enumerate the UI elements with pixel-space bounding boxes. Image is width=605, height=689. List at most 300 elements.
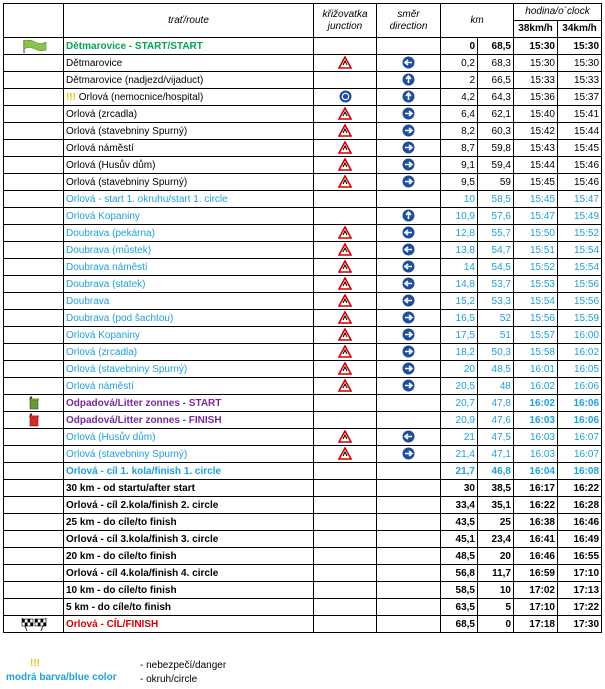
time-34kmh: 17:10 xyxy=(558,565,602,582)
route-table xyxy=(3,3,602,633)
km-from-start: 20,5 xyxy=(441,378,478,395)
time-38kmh: 15:42 xyxy=(514,123,558,140)
warning-triangle-icon xyxy=(338,109,352,120)
table-row xyxy=(4,344,602,361)
time-34kmh: 17:13 xyxy=(558,582,602,599)
time-38kmh: 15:30 xyxy=(514,38,558,55)
arrow-right-icon xyxy=(402,347,415,358)
time-38kmh: 16:03 xyxy=(514,429,558,446)
direction-cell xyxy=(377,514,441,531)
route-point xyxy=(64,174,314,191)
km-from-start: 8,7 xyxy=(441,140,478,157)
time-34kmh: 16:55 xyxy=(558,548,602,565)
table-row xyxy=(4,191,602,208)
time-38kmh: 16:38 xyxy=(514,514,558,531)
direction-cell xyxy=(377,259,441,276)
direction-cell xyxy=(377,106,441,123)
time-34kmh: 15:47 xyxy=(558,191,602,208)
time-38kmh: 15:40 xyxy=(514,106,558,123)
km-to-finish: 54,5 xyxy=(478,259,514,276)
junction-cell xyxy=(314,344,377,361)
route-point xyxy=(64,378,314,395)
junction-cell xyxy=(314,616,377,633)
route-header: trať/route xyxy=(64,4,314,38)
route-point-name: Orlová (stavebniny Spurný) xyxy=(66,176,188,188)
table-row xyxy=(4,225,602,242)
time-38kmh: 15:50 xyxy=(514,225,558,242)
junction-cell xyxy=(314,429,377,446)
direction-cell xyxy=(377,174,441,191)
row-icon-cell xyxy=(4,344,64,361)
km-to-finish: 46,8 xyxy=(478,463,514,480)
route-point-name: 20 km - do cíle/to finish xyxy=(66,550,177,562)
direction-cell xyxy=(377,72,441,89)
route-point-name: 10 km - do cíle/to finish xyxy=(66,584,177,596)
route-point xyxy=(64,395,314,412)
table-row xyxy=(4,89,602,106)
time-38kmh: 15:54 xyxy=(514,293,558,310)
route-point xyxy=(64,225,314,242)
direction-cell xyxy=(377,123,441,140)
direction-cell xyxy=(377,327,441,344)
time-38kmh: 16:04 xyxy=(514,463,558,480)
table-row xyxy=(4,140,602,157)
route-point xyxy=(64,463,314,480)
legend-danger-mark: !!! xyxy=(30,658,40,669)
row-icon-cell xyxy=(4,242,64,259)
km-to-finish: 54,7 xyxy=(478,242,514,259)
table-row xyxy=(4,548,602,565)
time-34kmh: 16:22 xyxy=(558,480,602,497)
arrow-right-icon xyxy=(402,177,415,188)
km-from-start: 9,5 xyxy=(441,174,478,191)
row-icon-cell xyxy=(4,259,64,276)
arrow-right-icon xyxy=(402,381,415,392)
km-from-start: 43,5 xyxy=(441,514,478,531)
direction-cell xyxy=(377,446,441,463)
row-icon-cell xyxy=(4,565,64,582)
direction-cell xyxy=(377,344,441,361)
direction-cell xyxy=(377,276,441,293)
route-point-name: Dětmarovice (nadjezd/vijaduct) xyxy=(66,74,204,86)
time-34kmh: 15:52 xyxy=(558,225,602,242)
route-point-name: Doubrava (statek) xyxy=(66,278,146,290)
arrow-right-icon xyxy=(402,160,415,171)
arrow-right-icon xyxy=(402,143,415,154)
warning-triangle-icon xyxy=(338,228,352,239)
km-to-finish: 10 xyxy=(478,582,514,599)
km-to-finish: 11,7 xyxy=(478,565,514,582)
km-to-finish: 62,1 xyxy=(478,106,514,123)
row-icon-cell xyxy=(4,412,64,429)
route-point-name: Dětmarovice xyxy=(66,57,123,69)
route-point xyxy=(64,55,314,72)
route-point xyxy=(64,106,314,123)
junction-cell xyxy=(314,242,377,259)
junction-cell xyxy=(314,582,377,599)
km-to-finish: 25 xyxy=(478,514,514,531)
time-38kmh: 15:52 xyxy=(514,259,558,276)
time-34kmh: 17:30 xyxy=(558,616,602,633)
row-icon-cell xyxy=(4,378,64,395)
route-point-name: 5 km - do cíle/to finish xyxy=(66,601,172,613)
arrow-left-icon xyxy=(402,432,415,443)
time-34kmh: 15:46 xyxy=(558,174,602,191)
warning-triangle-icon xyxy=(338,449,352,460)
time-38kmh: 15:44 xyxy=(514,157,558,174)
junction-cell xyxy=(314,259,377,276)
row-icon-cell xyxy=(4,310,64,327)
time-34kmh: 16:07 xyxy=(558,446,602,463)
time-38kmh: 16:02 xyxy=(514,395,558,412)
warning-triangle-icon xyxy=(338,262,352,273)
time-38kmh: 15:36 xyxy=(514,89,558,106)
arrow-left-icon xyxy=(402,279,415,290)
route-point-name: Odpadová/Litter zonnes - FINISH xyxy=(66,414,222,426)
km-from-start: 48,5 xyxy=(441,548,478,565)
arrow-right-icon xyxy=(402,126,415,137)
route-point xyxy=(64,208,314,225)
direction-cell xyxy=(377,480,441,497)
km-to-finish: 68,5 xyxy=(478,38,514,55)
time-34kmh: 15:44 xyxy=(558,123,602,140)
junction-header xyxy=(314,4,377,38)
warning-triangle-icon xyxy=(338,364,352,375)
route-point-name: Orlová - CÍL/FINISH xyxy=(66,618,159,630)
route-point xyxy=(64,89,314,106)
arrow-right-icon xyxy=(402,330,415,341)
km-to-finish: 52 xyxy=(478,310,514,327)
km-from-start: 18,2 xyxy=(441,344,478,361)
arrow-right-icon xyxy=(402,449,415,460)
speed-38-header: 38km/h xyxy=(514,21,558,38)
table-row xyxy=(4,395,602,412)
km-to-finish: 47,1 xyxy=(478,446,514,463)
route-point-name: Orlová náměstí xyxy=(66,380,134,392)
km-from-start: 21,4 xyxy=(441,446,478,463)
km-to-finish: 47,5 xyxy=(478,429,514,446)
direction-cell xyxy=(377,463,441,480)
table-row xyxy=(4,106,602,123)
time-38kmh: 15:47 xyxy=(514,208,558,225)
table-row xyxy=(4,208,602,225)
table-row xyxy=(4,123,602,140)
table-row xyxy=(4,446,602,463)
row-icon-cell xyxy=(4,174,64,191)
time-38kmh: 17:18 xyxy=(514,616,558,633)
time-34kmh: 15:30 xyxy=(558,38,602,55)
direction-cell xyxy=(377,140,441,157)
arrow-up-icon xyxy=(402,92,415,103)
km-from-start: 10,9 xyxy=(441,208,478,225)
junction-cell xyxy=(314,293,377,310)
warning-triangle-icon xyxy=(338,177,352,188)
time-38kmh: 16:46 xyxy=(514,548,558,565)
km-to-finish: 50,3 xyxy=(478,344,514,361)
junction-cell xyxy=(314,140,377,157)
route-point-name: Orlová (zrcadla) xyxy=(66,108,138,120)
table-row xyxy=(4,174,602,191)
table-row xyxy=(4,497,602,514)
route-point xyxy=(64,140,314,157)
direction-cell xyxy=(377,412,441,429)
junction-cell xyxy=(314,463,377,480)
table-row xyxy=(4,38,602,55)
speed-34-header: 34km/h xyxy=(558,21,602,38)
route-point-name: Orlová (Husův dům) xyxy=(66,431,156,443)
km-to-finish: 57,6 xyxy=(478,208,514,225)
route-point-name: Orlová (stavebniny Spurný) xyxy=(66,448,188,460)
warning-triangle-icon xyxy=(338,381,352,392)
table-row xyxy=(4,378,602,395)
time-34kmh: 15:56 xyxy=(558,276,602,293)
time-38kmh: 15:58 xyxy=(514,344,558,361)
junction-cell xyxy=(314,106,377,123)
time-34kmh: 16:07 xyxy=(558,429,602,446)
km-to-finish: 60,3 xyxy=(478,123,514,140)
row-icon-cell xyxy=(4,38,64,55)
junction-cell xyxy=(314,395,377,412)
km-to-finish: 48 xyxy=(478,378,514,395)
direction-cell xyxy=(377,191,441,208)
route-point xyxy=(64,344,314,361)
route-point xyxy=(64,616,314,633)
arrow-up-icon xyxy=(402,75,415,86)
time-34kmh: 16:28 xyxy=(558,497,602,514)
row-icon-cell xyxy=(4,157,64,174)
row-icon-cell xyxy=(4,191,64,208)
row-icon-cell xyxy=(4,446,64,463)
time-38kmh: 16:03 xyxy=(514,446,558,463)
route-point-name: Orlová (Husův dům) xyxy=(66,159,156,171)
time-38kmh: 16:02 xyxy=(514,378,558,395)
icon-header xyxy=(4,4,64,38)
row-icon-cell xyxy=(4,361,64,378)
km-to-finish: 68,3 xyxy=(478,55,514,72)
junction-cell xyxy=(314,327,377,344)
direction-cell xyxy=(377,378,441,395)
km-to-finish: 64,3 xyxy=(478,89,514,106)
route-point-name: Doubrava náměstí xyxy=(66,261,148,273)
junction-cell xyxy=(314,310,377,327)
row-icon-cell xyxy=(4,548,64,565)
time-34kmh: 15:33 xyxy=(558,72,602,89)
warning-triangle-icon xyxy=(338,160,352,171)
warning-triangle-icon xyxy=(338,296,352,307)
route-point-name: Doubrava xyxy=(66,295,110,307)
time-header: hodina/o´clock xyxy=(514,4,602,21)
junction-cell xyxy=(314,497,377,514)
km-from-start: 8,2 xyxy=(441,123,478,140)
junction-header-line2: junction xyxy=(327,20,363,32)
route-point-name: Dětmarovice - START/START xyxy=(66,40,203,52)
time-34kmh: 17:22 xyxy=(558,599,602,616)
junction-cell xyxy=(314,446,377,463)
time-34kmh: 15:59 xyxy=(558,310,602,327)
time-38kmh: 15:33 xyxy=(514,72,558,89)
junction-cell xyxy=(314,55,377,72)
direction-cell xyxy=(377,293,441,310)
time-34kmh: 15:45 xyxy=(558,140,602,157)
km-from-start: 58,5 xyxy=(441,582,478,599)
time-38kmh: 15:57 xyxy=(514,327,558,344)
route-point xyxy=(64,242,314,259)
route-point xyxy=(64,38,314,55)
time-34kmh: 15:49 xyxy=(558,208,602,225)
direction-cell xyxy=(377,38,441,55)
km-from-start: 45,1 xyxy=(441,531,478,548)
row-icon-cell xyxy=(4,123,64,140)
route-point xyxy=(64,259,314,276)
route-point-name: Orlová - cíl 4.kola/finish 4. circle xyxy=(66,567,219,579)
table-row xyxy=(4,72,602,89)
time-34kmh: 15:37 xyxy=(558,89,602,106)
route-point-name: 25 km - do cíle/to finish xyxy=(66,516,177,528)
warning-triangle-icon xyxy=(338,330,352,341)
table-row xyxy=(4,616,602,633)
row-icon-cell xyxy=(4,89,64,106)
row-icon-cell xyxy=(4,616,64,633)
direction-cell xyxy=(377,157,441,174)
legend-danger-text: - nebezpečí/danger xyxy=(140,660,227,671)
km-from-start: 16,5 xyxy=(441,310,478,327)
time-38kmh: 15:45 xyxy=(514,191,558,208)
row-icon-cell xyxy=(4,531,64,548)
route-point xyxy=(64,293,314,310)
junction-cell xyxy=(314,174,377,191)
start-flag-icon xyxy=(21,41,47,52)
time-38kmh: 16:17 xyxy=(514,480,558,497)
route-point-name: Orlová - start 1. okruhu/start 1. circle xyxy=(66,193,228,205)
km-to-finish: 0 xyxy=(478,616,514,633)
direction-cell xyxy=(377,616,441,633)
legend xyxy=(0,658,605,688)
route-point-name: Doubrava (pekárna) xyxy=(66,227,155,239)
km-to-finish: 59 xyxy=(478,174,514,191)
route-point-name: Orlová (zrcadla) xyxy=(66,346,138,358)
route-point-name: Orlová náměstí xyxy=(66,142,134,154)
direction-header-line2: direction xyxy=(389,20,428,32)
route-point-name: 30 km - od startu/after start xyxy=(66,482,195,494)
table-row xyxy=(4,242,602,259)
km-from-start: 13,8 xyxy=(441,242,478,259)
junction-cell xyxy=(314,89,377,106)
time-38kmh: 15:43 xyxy=(514,140,558,157)
route-point-name: Orlová - cíl 2.kola/finish 2. circle xyxy=(66,499,219,511)
km-header: km xyxy=(441,4,514,38)
table-row xyxy=(4,55,602,72)
km-from-start: 68,5 xyxy=(441,616,478,633)
km-to-finish: 38,5 xyxy=(478,480,514,497)
time-34kmh: 15:30 xyxy=(558,55,602,72)
junction-cell xyxy=(314,514,377,531)
direction-header xyxy=(377,4,441,38)
arrow-right-icon xyxy=(402,109,415,120)
time-34kmh: 16:06 xyxy=(558,395,602,412)
warning-triangle-icon xyxy=(338,143,352,154)
arrow-left-icon xyxy=(402,228,415,239)
warning-triangle-icon xyxy=(338,313,352,324)
time-38kmh: 17:02 xyxy=(514,582,558,599)
time-34kmh: 15:41 xyxy=(558,106,602,123)
row-icon-cell xyxy=(4,497,64,514)
km-from-start: 6,4 xyxy=(441,106,478,123)
warning-triangle-icon xyxy=(338,126,352,137)
km-to-finish: 23,4 xyxy=(478,531,514,548)
row-icon-cell xyxy=(4,208,64,225)
route-point xyxy=(64,480,314,497)
route-point xyxy=(64,514,314,531)
time-34kmh: 16:05 xyxy=(558,361,602,378)
junction-cell xyxy=(314,361,377,378)
junction-cell xyxy=(314,548,377,565)
route-point xyxy=(64,157,314,174)
warning-triangle-icon xyxy=(338,432,352,443)
route-point-name: Orlová (stavebniny Spurný) xyxy=(66,125,188,137)
route-point xyxy=(64,310,314,327)
direction-cell xyxy=(377,429,441,446)
table-row xyxy=(4,293,602,310)
direction-cell xyxy=(377,361,441,378)
km-from-start: 14 xyxy=(441,259,478,276)
time-38kmh: 16:22 xyxy=(514,497,558,514)
arrow-left-icon xyxy=(402,262,415,273)
litter-bin-red-icon xyxy=(28,415,40,426)
arrow-right-icon xyxy=(402,313,415,324)
arrow-right-icon xyxy=(402,364,415,375)
time-34kmh: 15:54 xyxy=(558,242,602,259)
km-from-start: 21 xyxy=(441,429,478,446)
km-from-start: 20,9 xyxy=(441,412,478,429)
roundabout-icon xyxy=(339,92,352,103)
route-point xyxy=(64,548,314,565)
warning-triangle-icon xyxy=(338,58,352,69)
km-from-start: 2 xyxy=(441,72,478,89)
km-from-start: 17,5 xyxy=(441,327,478,344)
row-icon-cell xyxy=(4,514,64,531)
time-38kmh: 16:01 xyxy=(514,361,558,378)
junction-cell xyxy=(314,38,377,55)
junction-cell xyxy=(314,480,377,497)
route-point-name: Doubrava (pod šachtou) xyxy=(66,312,174,324)
junction-cell xyxy=(314,72,377,89)
row-icon-cell xyxy=(4,106,64,123)
time-34kmh: 15:46 xyxy=(558,157,602,174)
route-point xyxy=(64,565,314,582)
row-icon-cell xyxy=(4,480,64,497)
route-point xyxy=(64,429,314,446)
direction-cell xyxy=(377,208,441,225)
direction-cell xyxy=(377,565,441,582)
route-point xyxy=(64,497,314,514)
legend-blue-text: - okruh/circle xyxy=(140,674,198,685)
time-34kmh: 16:02 xyxy=(558,344,602,361)
row-icon-cell xyxy=(4,72,64,89)
route-point-name: Orlová Kopaniny xyxy=(66,329,140,341)
km-from-start: 10 xyxy=(441,191,478,208)
route-point xyxy=(64,412,314,429)
row-icon-cell xyxy=(4,55,64,72)
route-point xyxy=(64,276,314,293)
table-row xyxy=(4,361,602,378)
table-row xyxy=(4,412,602,429)
row-icon-cell xyxy=(4,276,64,293)
km-to-finish: 51 xyxy=(478,327,514,344)
km-to-finish: 59,4 xyxy=(478,157,514,174)
table-row xyxy=(4,157,602,174)
direction-cell xyxy=(377,55,441,72)
km-from-start: 20,7 xyxy=(441,395,478,412)
